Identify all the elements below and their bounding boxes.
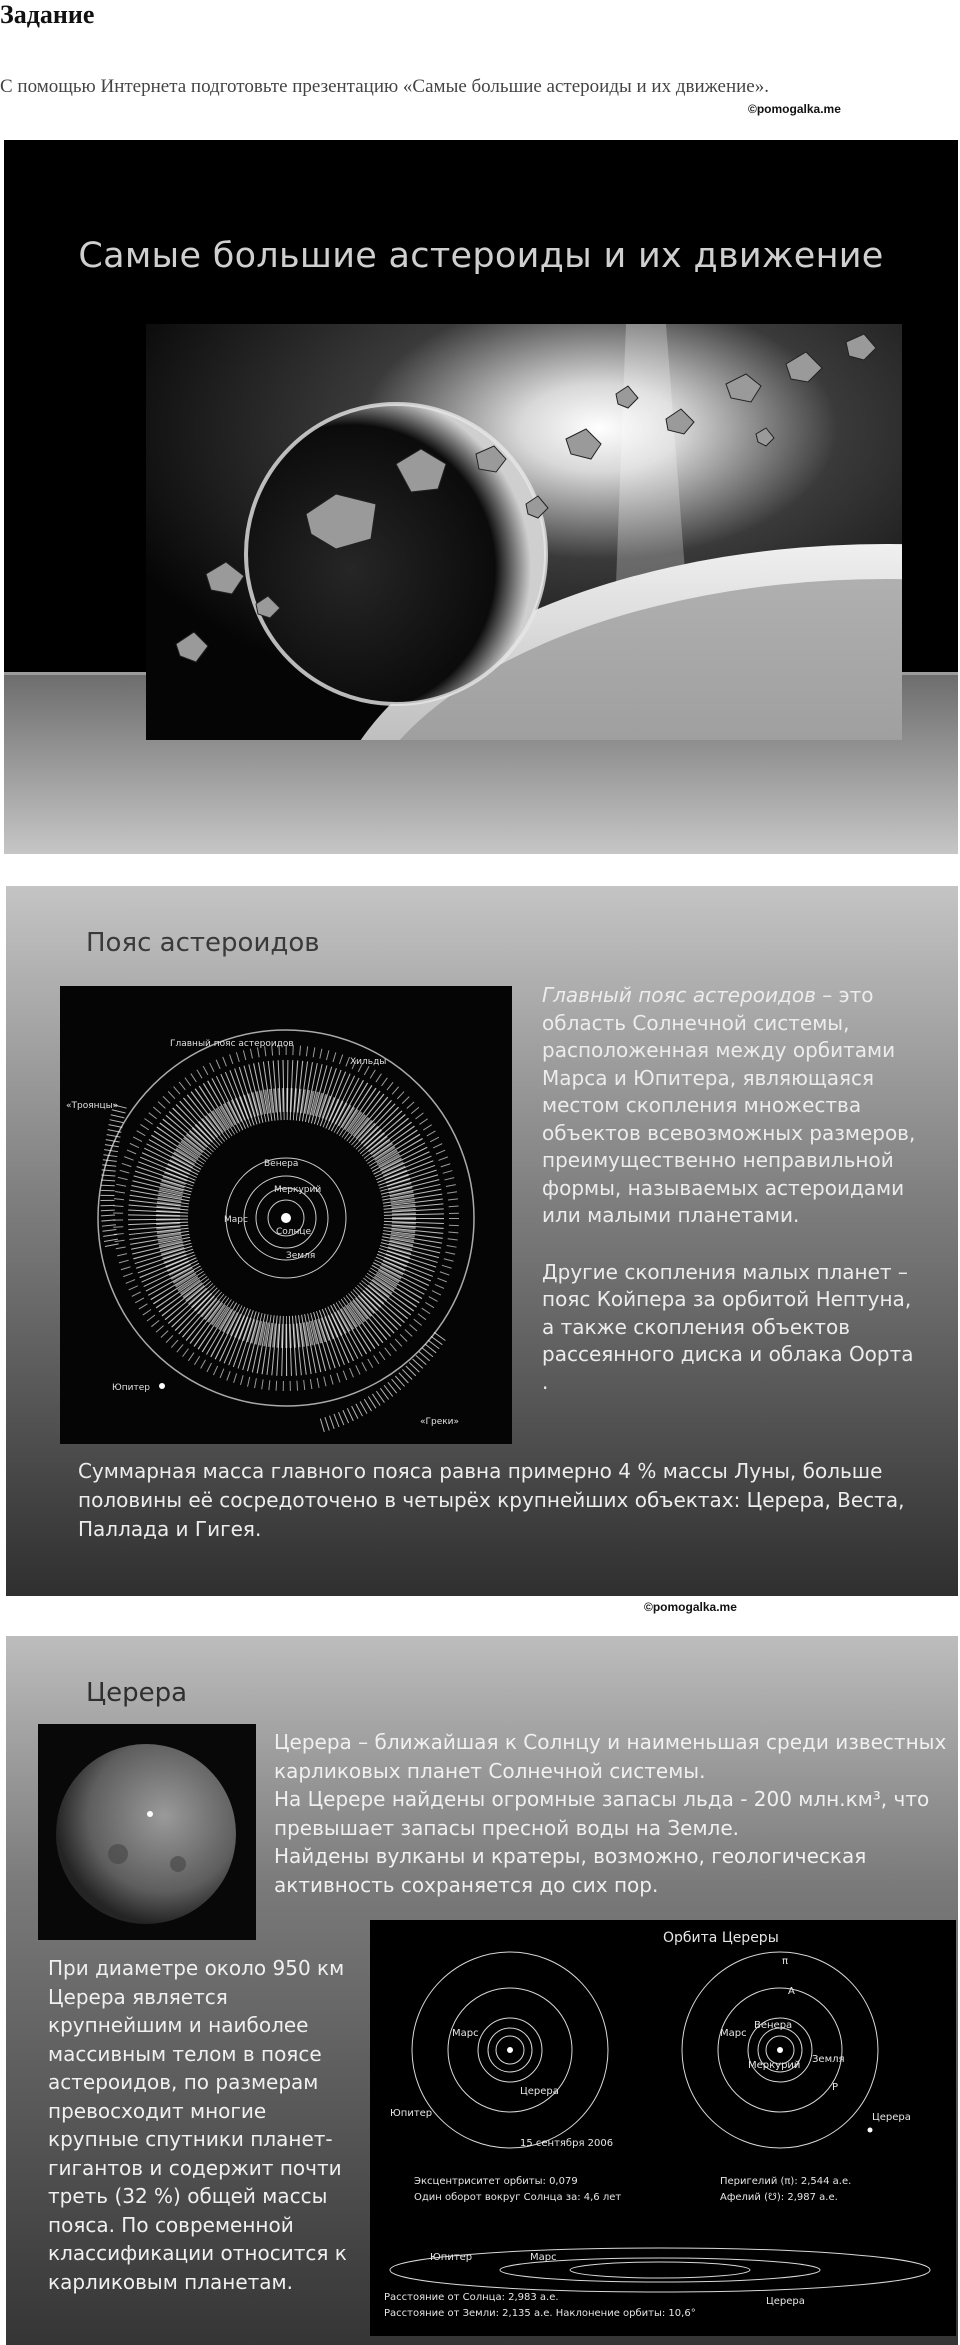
ceres-fact: Найдены вулканы и кратеры, возможно, геологическая активность сохраняется до сих пор. bbox=[274, 1844, 867, 1897]
orbit-bottom-ceres: Церера bbox=[766, 2296, 805, 2307]
belt-definition bbox=[542, 982, 926, 1230]
label-main-belt: Главный пояс астероидов bbox=[170, 1039, 294, 1049]
watermark-middle: ©pomogalka.me bbox=[644, 1600, 737, 1614]
orbit-perihelion: Перигелий (π): 2,544 а.е. bbox=[720, 2176, 852, 2187]
orbit-bottom-jupiter: Юпитер bbox=[430, 2252, 473, 2263]
orbit-date: 15 сентября 2006 bbox=[520, 2138, 614, 2149]
slide-title-text: Самые большие астероиды и их движение bbox=[78, 236, 884, 276]
orbit-label-mars-right: Марс bbox=[720, 2028, 747, 2039]
belt-mass-text: Суммарная масса главного пояса равна примерно 4 % массы Луны, больше половины её сосредоточено в четырёх крупнейших объектах: Церера, Веста, Паллада и Гигея. bbox=[78, 1459, 905, 1541]
orbit-dist-earth: Расстояние от Земли: 2,135 а.е. Наклонение орбиты: 10,6° bbox=[384, 2308, 696, 2319]
label-venus: Венера bbox=[264, 1159, 299, 1169]
label-greeks: «Греки» bbox=[420, 1417, 460, 1427]
ceres-orbit-diagram bbox=[370, 1920, 956, 2336]
slide-title-text: Церера bbox=[86, 1678, 188, 1708]
orbit-aphelion: Афелий (☋): 2,987 а.е. bbox=[720, 2192, 838, 2203]
ceres-photo bbox=[38, 1724, 256, 1940]
label-mercury: Меркурий bbox=[274, 1185, 322, 1195]
task-text: С помощью Интернета подготовьте презентацию «Самые большие астероиды и их движение». bbox=[0, 76, 769, 97]
orbit-label-jupiter: Юпитер bbox=[390, 2108, 433, 2119]
orbit-bottom-mars: Марс bbox=[530, 2252, 557, 2263]
label-mars: Марс bbox=[224, 1215, 248, 1225]
orbit-label-ceres-right: Церера bbox=[872, 2112, 911, 2123]
page-heading: Задание bbox=[0, 0, 95, 29]
belt-definition-rest: – это область Солнечной системы, расположенная между орбитами Марса и Юпитера, являющаяся местом скопления множества объектов всевозможных размеров, преимущественно неправильной формы, называемых астероидами или малыми планетами. bbox=[542, 983, 916, 1227]
slide-asteroid-belt bbox=[6, 886, 958, 1596]
label-trojans: «Троянцы» bbox=[66, 1101, 119, 1111]
label-earth: Земля bbox=[286, 1251, 316, 1261]
orbit-label-earth: Земля bbox=[812, 2054, 845, 2065]
orbit-eccentricity: Эксцентриситет орбиты: 0,079 bbox=[414, 2176, 578, 2187]
ceres-facts bbox=[274, 1728, 950, 1899]
belt-term: Главный пояс астероидов bbox=[542, 983, 816, 1007]
slide-ceres bbox=[6, 1636, 958, 2345]
orbit-label-ceres: Церера bbox=[520, 2086, 559, 2097]
label-hildas: Хильды bbox=[350, 1057, 387, 1067]
belt-description bbox=[542, 982, 926, 1425]
label-sun: Солнце bbox=[276, 1227, 312, 1237]
slide-title-text: Пояс астероидов bbox=[86, 928, 320, 958]
orbit-label-mercury: Меркурий bbox=[748, 2060, 801, 2071]
watermark-top: ©pomogalka.me bbox=[748, 102, 841, 116]
orbit-label-p: P bbox=[832, 2082, 839, 2093]
label-jupiter: Юпитер bbox=[112, 1383, 150, 1393]
ceres-size-text: При диаметре около 950 км Церера является крупнейшим и наиболее массивным телом в поясе астероидов, по размерам превосходит многие крупные спутники планет-гигантов и содержит почти треть (32 %) общей массы пояса. По современной классификации относится к карликовым планетам. bbox=[48, 1956, 347, 2294]
ceres-fact: Церера – ближайшая к Солнцу и наименьшая среди известных карликовых планет Солнечной системы. bbox=[274, 1730, 947, 1783]
orbit-label-mars: Марс bbox=[452, 2028, 479, 2039]
orbit-label-a: A bbox=[788, 1986, 795, 1997]
other-clusters: Другие скопления малых планет – пояс Койпера за орбитой Нептуна, а также скопления объектов рассеянного диска и облака Оорта . bbox=[542, 1259, 914, 1394]
orbit-label-venus: Венера bbox=[754, 2020, 793, 2031]
slide-title bbox=[4, 140, 958, 854]
orbit-title: Орбита Цереры bbox=[663, 1930, 779, 1946]
orbit-period: Один оборот вокруг Солнца за: 4,6 лет bbox=[414, 2192, 622, 2203]
orbit-dist-sun: Расстояние от Солнца: 2,983 а.е. bbox=[384, 2292, 559, 2303]
asteroids-space-photo bbox=[146, 324, 902, 740]
ceres-fact: На Церере найдены огромные запасы льда - 200 млн.км³, что превышает запасы пресной воды на Земле. bbox=[274, 1787, 930, 1840]
orbit-label-pi: π bbox=[782, 1956, 789, 1967]
asteroid-belt-diagram bbox=[60, 986, 512, 1444]
